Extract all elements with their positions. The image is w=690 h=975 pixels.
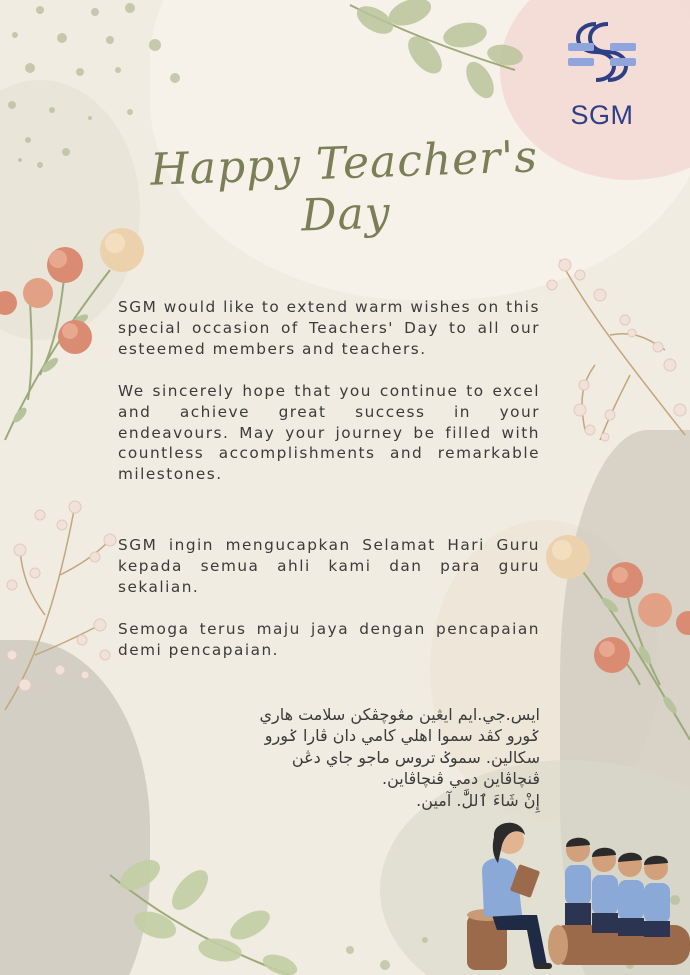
jawi-line-1: ايس.جي.ايم ايڠين مڠوچڤكن سلامت هاري bbox=[259, 705, 540, 724]
page-title: Happy Teacher's Day bbox=[149, 131, 539, 242]
sgm-emblem-icon bbox=[566, 18, 638, 98]
english-paragraph-1: SGM would like to extend warm wishes on this special occasion of Teachers' Day to all our esteemed members and teachers. bbox=[118, 298, 540, 358]
jawi-line-2: ݢورو كڤد سموا اهلي كامي دان ڤارا ݢورو bbox=[264, 726, 540, 745]
malay-paragraph-1: SGM ingin mengucapkan Selamat Hari Guru kepada semua ahli kami dan para guru sekalian. bbox=[118, 536, 540, 596]
leaf-branch-icon bbox=[90, 845, 310, 975]
malay-paragraph-2: Semoga terus maju jaya dengan pencapaian demi pencapaian. bbox=[118, 620, 540, 659]
jawi-line-5: إِنْ شَاءَ ٱللَّٰ. آمين. bbox=[416, 791, 540, 810]
berry-branch-icon bbox=[540, 255, 690, 455]
english-paragraph-2: We sincerely hope that you continue to excel and achieve great success in your endeavours. May your journey be filled with countless accomplishments and remarkable milestones. bbox=[118, 382, 540, 484]
students-on-log-icon bbox=[540, 825, 690, 975]
berry-branch-icon bbox=[0, 495, 125, 715]
jawi-line-3: سكالين. سموݢ تروس ماجو جاي دڠن bbox=[291, 748, 540, 767]
leaf-branch-icon bbox=[330, 0, 530, 120]
logo-text: SGM bbox=[570, 100, 634, 130]
flower-spray-icon bbox=[530, 535, 690, 750]
sgm-logo bbox=[566, 18, 638, 136]
jawi-line-4: ڤنچاڤاين دمي ڤنچاڤاين. bbox=[382, 769, 540, 788]
